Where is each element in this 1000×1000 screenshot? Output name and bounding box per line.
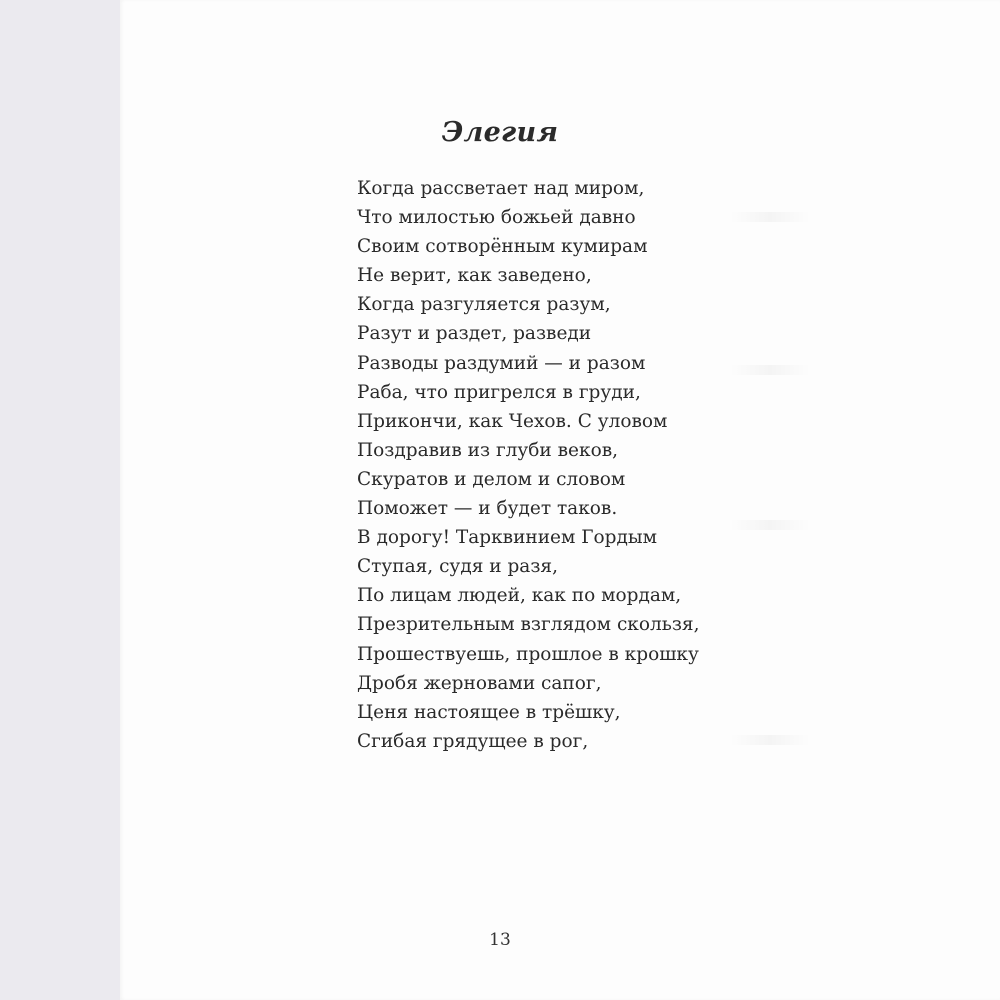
poem-line: Поздравив из глуби веков, bbox=[357, 439, 619, 461]
poem-line: Сгибая грядущее в рог, bbox=[357, 730, 589, 752]
poem-line: Поможет — и будет таков. bbox=[357, 498, 618, 520]
poem-line: Прошествуешь, прошлое в крошку bbox=[357, 643, 699, 665]
show-through-bleed bbox=[730, 212, 810, 222]
poem-stanza bbox=[357, 174, 699, 756]
poem-line: Скуратов и делом и словом bbox=[357, 468, 626, 490]
poem-line: Раба, что пригрелся в груди, bbox=[357, 381, 641, 403]
page-number: 13 bbox=[489, 930, 511, 950]
poem-line: Прикончи, как Чехов. С уловом bbox=[357, 410, 668, 432]
show-through-bleed bbox=[730, 365, 810, 375]
poem-line: Презрительным взглядом скользя, bbox=[357, 614, 700, 636]
poem-line: Не верит, как заведено, bbox=[357, 265, 592, 287]
poem-line: Что милостью божьей давно bbox=[357, 207, 636, 229]
show-through-bleed bbox=[730, 735, 810, 745]
poem-line: Ступая, судя и разя, bbox=[357, 556, 558, 578]
poem-line: По лицам людей, как по мордам, bbox=[357, 585, 682, 607]
poem-line: Дробя жерновами сапог, bbox=[357, 672, 602, 694]
scan-background-margin bbox=[0, 0, 120, 1000]
poem-line: Своим сотворённым кумирам bbox=[357, 236, 648, 258]
poem-line: Когда разгуляется разум, bbox=[357, 294, 611, 316]
poem-line: Когда рассветает над миром, bbox=[357, 178, 645, 199]
show-through-bleed bbox=[730, 520, 810, 530]
poem-line: Разут и раздет, разведи bbox=[357, 323, 592, 345]
poem-line: Разводы раздумий — и разом bbox=[357, 352, 646, 374]
poem-title: Элегия bbox=[441, 117, 559, 148]
poem-line: В дорогу! Тарквинием Гордым bbox=[357, 527, 658, 549]
poem-line: Ценя настоящее в трёшку, bbox=[357, 701, 621, 723]
